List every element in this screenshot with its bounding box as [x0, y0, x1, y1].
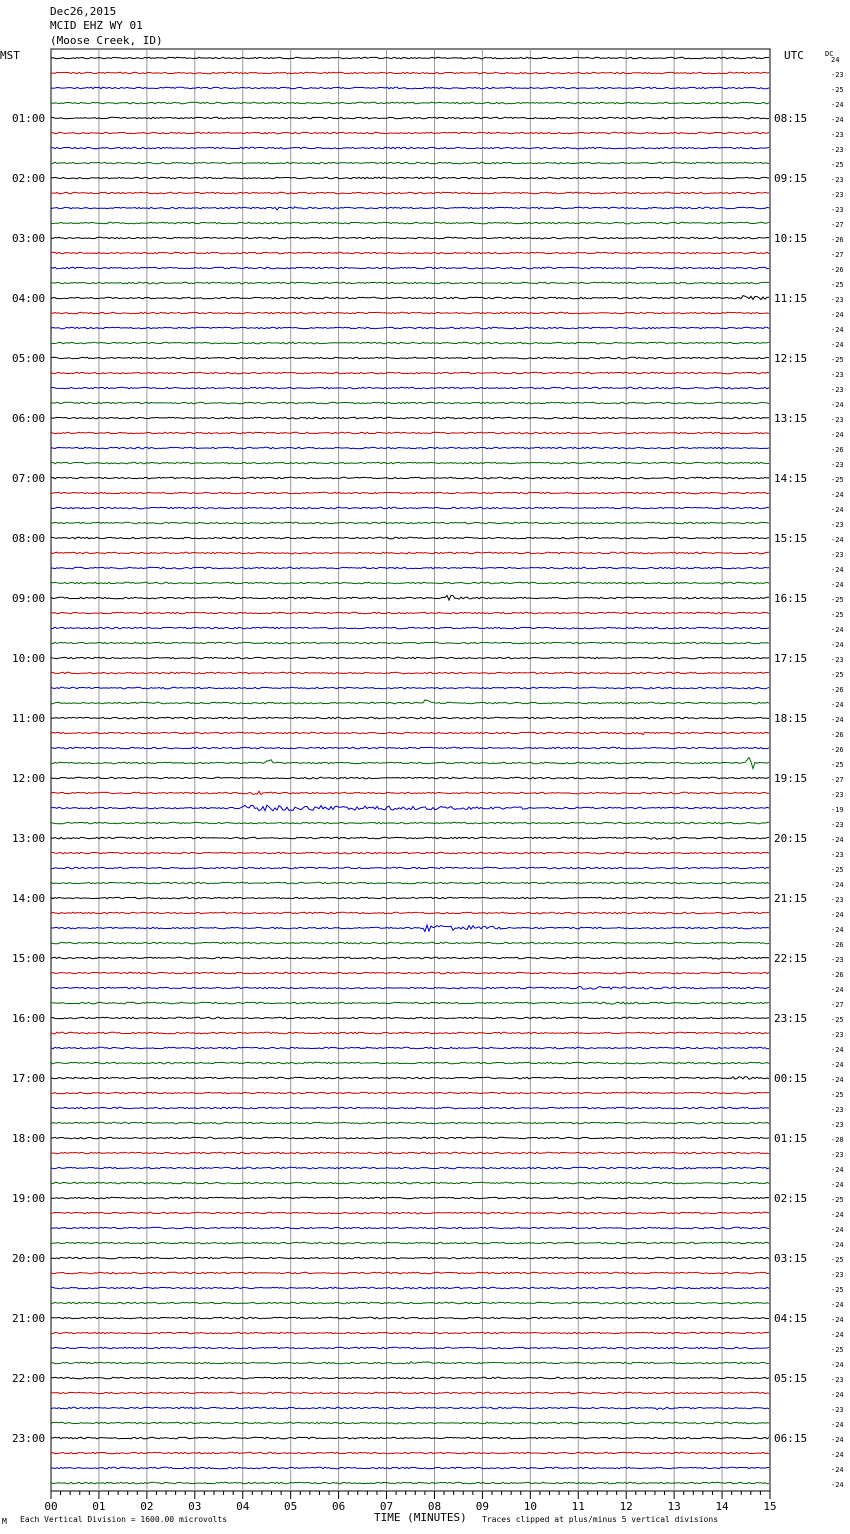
dc-offset-label: -23 — [831, 371, 844, 379]
dc-offset-label: -26 — [831, 266, 844, 274]
dc-offset-label: -23 — [831, 956, 844, 964]
seismic-trace — [51, 462, 769, 464]
seismic-trace — [51, 1182, 769, 1184]
left-timezone-label: MST — [0, 49, 20, 62]
dc-offset-label: -23 — [831, 1121, 844, 1129]
dc-offset-label: -27 — [831, 1001, 844, 1009]
seismic-trace — [51, 700, 769, 704]
hour-label-mst: 03:00 — [12, 232, 46, 245]
dc-offset-label: -24 — [831, 1316, 844, 1324]
dc-offset-label: -24 — [831, 1331, 844, 1339]
dc-offset-label: -24 — [831, 1061, 844, 1069]
seismic-trace — [51, 657, 769, 659]
seismic-trace — [51, 507, 769, 509]
hour-label-utc: 23:15 — [774, 1012, 808, 1025]
seismic-trace — [51, 867, 769, 869]
hour-label-mst: 07:00 — [12, 472, 46, 485]
seismic-trace — [51, 612, 769, 614]
dc-offset-label: -23 — [831, 416, 844, 424]
hour-label-mst: 09:00 — [12, 592, 46, 605]
dc-offset-label: -24 — [831, 101, 844, 109]
hour-label-mst: 05:00 — [12, 352, 46, 365]
dc-offset-label: -23 — [831, 1271, 844, 1279]
seismic-trace — [51, 1392, 769, 1394]
hour-label-mst: 17:00 — [12, 1072, 46, 1085]
hour-label-mst: 01:00 — [12, 112, 46, 125]
seismic-trace — [51, 72, 769, 74]
x-tick-label: 09 — [475, 1500, 490, 1513]
seismic-trace — [51, 1062, 769, 1064]
seismic-trace — [51, 1047, 769, 1049]
seismic-trace — [51, 1257, 769, 1259]
seismic-trace — [51, 282, 769, 284]
dc-offset-label: -23 — [831, 521, 844, 529]
seismic-trace — [51, 1077, 769, 1080]
hour-label-mst: 22:00 — [12, 1372, 46, 1385]
seismic-trace — [51, 537, 769, 539]
x-axis-title: TIME (MINUTES) — [374, 1511, 467, 1524]
hour-label-utc: 19:15 — [774, 772, 808, 785]
hour-label-utc: 22:15 — [774, 952, 808, 965]
dc-offset-label: -25 — [831, 671, 844, 679]
dc-offset-label: -23 — [831, 146, 844, 154]
x-tick-label: 06 — [331, 1500, 346, 1513]
dc-offset-label: -26 — [831, 941, 844, 949]
corner-mark: M — [2, 1517, 7, 1526]
seismic-trace — [51, 207, 769, 210]
dc-offset-label: -27 — [831, 251, 844, 259]
hour-label-mst: 23:00 — [12, 1432, 46, 1445]
seismic-trace — [51, 312, 769, 314]
dc-offset-label: -25 — [831, 1346, 844, 1354]
dc-offset-label: -23 — [831, 896, 844, 904]
seismic-trace — [51, 757, 769, 768]
dc-offset-label: -24 — [831, 1436, 844, 1444]
dc-offset-label: -23 — [831, 791, 844, 799]
seismic-trace — [51, 1137, 769, 1139]
hour-label-utc: 17:15 — [774, 652, 808, 665]
seismic-trace — [51, 837, 769, 839]
hour-label-mst: 12:00 — [12, 772, 46, 785]
seismic-trace — [51, 1212, 769, 1214]
hour-label-mst: 02:00 — [12, 172, 46, 185]
dc-offset-label: -26 — [831, 236, 844, 244]
seismic-trace — [51, 252, 769, 254]
seismic-trace — [51, 117, 769, 119]
seismic-trace — [51, 237, 769, 239]
dc-offset-label: -24 — [831, 431, 844, 439]
dc-offset-label: 24 — [831, 56, 840, 64]
hour-label-mst: 21:00 — [12, 1312, 46, 1325]
hour-label-mst: 18:00 — [12, 1132, 46, 1145]
seismic-trace — [51, 222, 769, 224]
hour-label-utc: 03:15 — [774, 1252, 808, 1265]
seismic-trace — [51, 1227, 769, 1229]
seismic-trace — [51, 1332, 769, 1334]
seismic-trace — [51, 357, 769, 359]
dc-offset-label: -23 — [831, 1151, 844, 1159]
seismic-trace — [51, 147, 769, 149]
seismic-trace — [51, 627, 769, 629]
dc-offset-label: -24 — [831, 1226, 844, 1234]
seismic-trace — [51, 687, 769, 689]
seismic-trace — [51, 805, 769, 811]
seismic-trace — [51, 1092, 769, 1094]
dc-offset-label: -23 — [831, 1376, 844, 1384]
x-tick-label: 11 — [571, 1500, 585, 1513]
seismic-trace — [51, 1197, 769, 1199]
dc-offset-label: -24 — [831, 1451, 844, 1459]
dc-offset-label: -24 — [831, 701, 844, 709]
seismic-trace — [51, 1017, 769, 1019]
hour-label-mst: 11:00 — [12, 712, 46, 725]
dc-offset-label: -24 — [831, 641, 844, 649]
dc-offset-label: -27 — [831, 776, 844, 784]
seismic-trace — [51, 1452, 769, 1454]
dc-offset-label: -24 — [831, 1391, 844, 1399]
scale-note: Each Vertical Division = 1600.00 microvolts — [20, 1515, 228, 1524]
dc-offset-label: -26 — [831, 971, 844, 979]
x-tick-label: 05 — [284, 1500, 298, 1513]
hour-label-mst: 10:00 — [12, 652, 46, 665]
seismic-trace — [51, 777, 769, 779]
hour-label-utc: 10:15 — [774, 232, 808, 245]
hour-label-utc: 13:15 — [774, 412, 808, 425]
dc-offset-label: -24 — [831, 986, 844, 994]
hour-label-mst: 08:00 — [12, 532, 46, 545]
dc-offset-label: -23 — [831, 461, 844, 469]
dc-offset-label: -23 — [831, 71, 844, 79]
dc-offset-label: -24 — [831, 1241, 844, 1249]
dc-offset-label: -24 — [831, 881, 844, 889]
dc-offset-label: -23 — [831, 851, 844, 859]
x-tick-label: 10 — [523, 1500, 537, 1513]
seismic-trace — [51, 387, 769, 389]
seismic-trace — [51, 552, 769, 554]
seismic-trace — [51, 717, 769, 719]
x-tick-label: 12 — [619, 1500, 633, 1513]
hour-label-utc: 08:15 — [774, 112, 808, 125]
dc-offset-label: -24 — [831, 1166, 844, 1174]
seismic-trace — [51, 1107, 769, 1109]
dc-offset-label: -23 — [831, 131, 844, 139]
dc-header-label: DC — [825, 50, 834, 58]
dc-offset-label: -25 — [831, 1091, 844, 1099]
hour-label-utc: 16:15 — [774, 592, 808, 605]
hour-label-utc: 05:15 — [774, 1372, 808, 1385]
hour-label-mst: 14:00 — [12, 892, 46, 905]
seismic-trace — [51, 87, 769, 89]
hour-label-mst: 20:00 — [12, 1252, 46, 1265]
dc-offset-label: -25 — [831, 1016, 844, 1024]
dc-offset-label: -24 — [831, 716, 844, 724]
seismic-trace — [51, 1152, 769, 1154]
seismic-trace — [51, 1272, 769, 1274]
seismic-trace — [51, 791, 769, 794]
seismic-trace — [51, 177, 769, 179]
seismic-trace — [51, 822, 769, 824]
hour-label-utc: 12:15 — [774, 352, 808, 365]
dc-offset-label: -26 — [831, 731, 844, 739]
hour-label-utc: 21:15 — [774, 892, 808, 905]
dc-offset-label: -24 — [831, 1181, 844, 1189]
dc-offset-label: -23 — [831, 386, 844, 394]
seismic-trace — [51, 432, 769, 434]
dc-offset-label: -24 — [831, 1211, 844, 1219]
hour-label-utc: 11:15 — [774, 292, 808, 305]
seismic-trace — [51, 57, 769, 59]
seismic-trace — [51, 402, 769, 404]
x-tick-label: 13 — [667, 1500, 681, 1513]
dc-offset-label: -24 — [831, 536, 844, 544]
dc-offset-label: -25 — [831, 611, 844, 619]
dc-offset-label: -24 — [831, 326, 844, 334]
dc-offset-label: -24 — [831, 1361, 844, 1369]
seismic-trace — [51, 267, 769, 269]
dc-offset-label: -23 — [831, 296, 844, 304]
seismic-trace — [51, 897, 769, 899]
dc-offset-label: -28 — [831, 1136, 844, 1144]
seismic-trace — [51, 1032, 769, 1034]
hour-label-mst: 06:00 — [12, 412, 46, 425]
seismic-trace — [51, 342, 769, 344]
hour-label-mst: 19:00 — [12, 1192, 46, 1205]
plot-frame — [51, 49, 770, 1491]
seismic-trace — [51, 1422, 769, 1424]
hour-label-utc: 04:15 — [774, 1312, 808, 1325]
dc-offset-label: -25 — [831, 761, 844, 769]
seismic-trace — [51, 987, 769, 990]
seismic-trace — [51, 1122, 769, 1124]
x-tick-label: 02 — [140, 1500, 154, 1513]
dc-offset-label: -24 — [831, 311, 844, 319]
x-tick-label: 04 — [236, 1500, 250, 1513]
hour-label-utc: 20:15 — [774, 832, 808, 845]
seismic-trace — [51, 1347, 769, 1349]
dc-offset-label: -24 — [831, 581, 844, 589]
dc-offset-label: -23 — [831, 176, 844, 184]
seismic-trace — [51, 1167, 769, 1169]
dc-offset-label: -19 — [831, 806, 844, 814]
dc-offset-label: -23 — [831, 1106, 844, 1114]
hour-label-mst: 13:00 — [12, 832, 46, 845]
seismic-trace — [51, 132, 769, 134]
dc-offset-label: -24 — [831, 1466, 844, 1474]
seismic-trace — [51, 642, 769, 644]
dc-offset-label: -27 — [831, 221, 844, 229]
seismic-trace — [51, 1317, 769, 1319]
dc-offset-label: -25 — [831, 86, 844, 94]
dc-offset-label: -23 — [831, 1406, 844, 1414]
seismic-trace — [51, 1242, 769, 1244]
seismic-trace — [51, 912, 769, 914]
dc-offset-label: -24 — [831, 506, 844, 514]
dc-offset-label: -25 — [831, 866, 844, 874]
dc-offset-label: -25 — [831, 1256, 844, 1264]
seismic-trace — [51, 162, 769, 164]
seismic-trace — [51, 102, 769, 104]
seismic-trace — [51, 1482, 769, 1484]
dc-offset-label: -25 — [831, 1196, 844, 1204]
seismic-trace — [51, 492, 769, 494]
seismic-trace — [51, 1002, 769, 1004]
dc-offset-label: -23 — [831, 206, 844, 214]
dc-offset-label: -26 — [831, 686, 844, 694]
dc-offset-label: -24 — [831, 341, 844, 349]
seismic-trace — [51, 417, 769, 419]
dc-offset-label: -23 — [831, 551, 844, 559]
dc-offset-label: -25 — [831, 1286, 844, 1294]
seismic-trace — [51, 327, 769, 329]
seismic-trace — [51, 582, 769, 584]
seismic-trace — [51, 372, 769, 374]
seismic-trace — [51, 192, 769, 194]
seismic-trace — [51, 672, 769, 674]
seismic-trace — [51, 1437, 769, 1439]
seismic-trace — [51, 1302, 769, 1304]
hour-label-mst: 04:00 — [12, 292, 46, 305]
dc-offset-label: -24 — [831, 401, 844, 409]
x-tick-label: 07 — [379, 1500, 394, 1513]
x-tick-label: 15 — [763, 1500, 777, 1513]
dc-offset-label: -25 — [831, 596, 844, 604]
hour-label-utc: 14:15 — [774, 472, 808, 485]
dc-offset-label: -23 — [831, 191, 844, 199]
hour-label-utc: 01:15 — [774, 1132, 808, 1145]
dc-offset-label: -26 — [831, 746, 844, 754]
dc-offset-label: -24 — [831, 911, 844, 919]
dc-offset-label: -24 — [831, 626, 844, 634]
hour-label-mst: 16:00 — [12, 1012, 46, 1025]
hour-label-utc: 18:15 — [774, 712, 808, 725]
hour-label-mst: 15:00 — [12, 952, 46, 965]
seismic-trace — [51, 942, 769, 944]
x-tick-label: 03 — [188, 1500, 202, 1513]
dc-offset-label: -25 — [831, 161, 844, 169]
station-code: MCID EHZ WY 01 — [50, 19, 143, 32]
dc-offset-label: -23 — [831, 656, 844, 664]
dc-offset-label: -24 — [831, 926, 844, 934]
x-tick-label: 08 — [427, 1500, 442, 1513]
dc-offset-label: -25 — [831, 356, 844, 364]
plot-date: Dec26,2015 — [50, 5, 117, 18]
seismic-trace — [51, 972, 769, 974]
seismic-trace — [51, 567, 769, 569]
hour-label-utc: 06:15 — [774, 1432, 808, 1445]
dc-offset-label: -24 — [831, 836, 844, 844]
x-tick-label: 14 — [715, 1500, 729, 1513]
seismic-trace — [51, 296, 769, 300]
dc-offset-label: -24 — [831, 1301, 844, 1309]
dc-offset-label: -26 — [831, 446, 844, 454]
seismic-trace — [51, 957, 769, 959]
x-tick-label: 01 — [92, 1500, 106, 1513]
seismic-trace — [51, 1377, 769, 1379]
seismic-trace — [51, 477, 769, 479]
hour-label-utc: 02:15 — [774, 1192, 808, 1205]
dc-offset-label: -24 — [831, 491, 844, 499]
dc-offset-label: -24 — [831, 1421, 844, 1429]
right-timezone-label: UTC — [784, 49, 804, 62]
seismic-trace — [51, 882, 769, 884]
seismic-trace — [51, 852, 769, 854]
clip-note: Traces clipped at plus/minus 5 vertical divisions — [482, 1515, 719, 1524]
dc-offset-label: -23 — [831, 821, 844, 829]
hour-label-utc: 09:15 — [774, 172, 808, 185]
dc-offset-label: -24 — [831, 116, 844, 124]
seismic-trace — [51, 1407, 769, 1409]
seismic-trace — [51, 747, 769, 749]
seismic-trace — [51, 595, 769, 600]
x-tick-label: 00 — [44, 1500, 58, 1513]
dc-offset-label: -25 — [831, 476, 844, 484]
dc-offset-label: -24 — [831, 566, 844, 574]
seismic-trace — [51, 1467, 769, 1469]
dc-offset-label: -24 — [831, 1046, 844, 1054]
seismic-trace — [51, 447, 769, 449]
hour-label-utc: 15:15 — [774, 532, 808, 545]
dc-offset-label: -24 — [831, 1481, 844, 1489]
dc-offset-label: -23 — [831, 1031, 844, 1039]
seismic-trace — [51, 925, 769, 931]
seismic-trace — [51, 732, 769, 734]
seismic-trace — [51, 1287, 769, 1289]
seismic-trace — [51, 1362, 769, 1364]
dc-offset-label: -25 — [831, 281, 844, 289]
dc-offset-label: -24 — [831, 1076, 844, 1084]
hour-label-utc: 00:15 — [774, 1072, 808, 1085]
station-location: (Moose Creek, ID) — [50, 34, 163, 47]
seismic-trace — [51, 522, 769, 524]
